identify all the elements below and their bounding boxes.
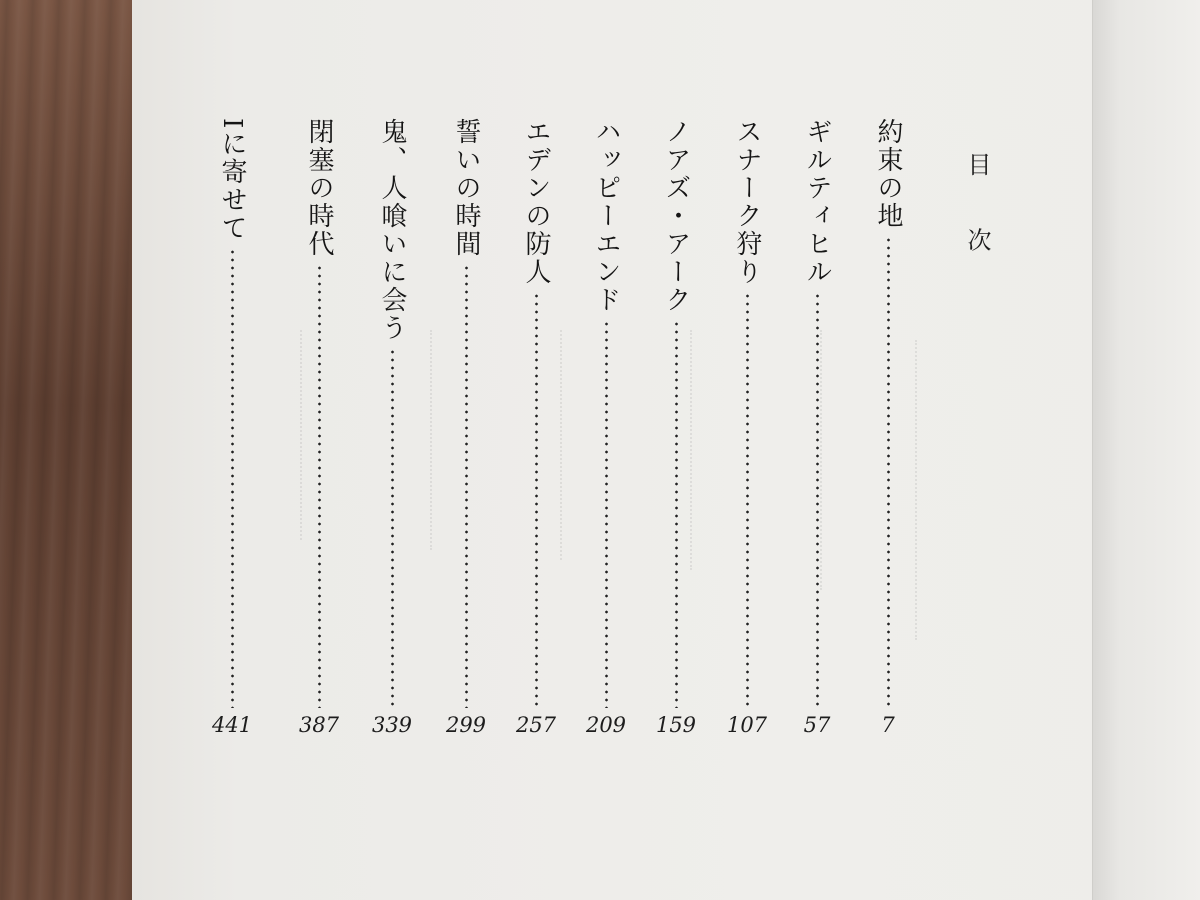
show-through-mark <box>560 330 562 560</box>
dot-leader <box>887 236 890 708</box>
toc-entry-page: 339 <box>371 713 413 737</box>
toc-entry <box>797 118 837 737</box>
toc-entry-title: 閉塞の時代 <box>304 118 334 258</box>
wooden-table-background <box>0 0 132 900</box>
toc-entry-title: ギルティヒル <box>802 118 832 286</box>
dot-leader <box>535 292 538 708</box>
toc-entry-title: ノアズ・アーク <box>661 118 691 314</box>
toc-entry-page: 387 <box>298 713 340 737</box>
toc-entry <box>726 118 768 737</box>
dot-leader <box>465 264 468 708</box>
toc-entry <box>298 118 340 737</box>
toc-entry-page: 159 <box>655 713 697 737</box>
toc-entry-title: スナーク狩り <box>732 118 762 286</box>
toc-entry-title: 約束の地 <box>873 118 903 230</box>
toc-entry <box>868 118 908 737</box>
toc-entry-title: 誓いの時間 <box>451 118 481 258</box>
adjacent-page-edge <box>1092 0 1200 900</box>
toc-entry <box>655 118 697 737</box>
toc-entry-page: 257 <box>515 713 557 737</box>
toc-entry <box>515 118 557 737</box>
toc-entry-page: 57 <box>803 713 831 737</box>
dot-leader <box>231 248 234 708</box>
toc-entry-title: 鬼、人喰いに会う <box>377 118 407 342</box>
toc-entry-page: 299 <box>445 713 487 737</box>
toc-entry <box>371 118 413 737</box>
dot-leader <box>816 292 819 708</box>
dot-leader <box>318 264 321 708</box>
toc-entry <box>585 118 627 737</box>
toc-entry-title: Iに寄せて <box>217 118 247 243</box>
toc-entry-page: 107 <box>726 713 768 737</box>
dot-leader <box>675 320 678 708</box>
show-through-mark <box>915 340 917 640</box>
toc-entry-page: 441 <box>211 713 253 737</box>
toc-entry-page: 209 <box>585 713 627 737</box>
toc-title: 目 次 <box>963 152 991 274</box>
show-through-mark <box>430 330 432 550</box>
toc-entry-title: ハッピーエンド <box>591 118 621 314</box>
dot-leader <box>746 292 749 708</box>
toc-entry-title: エデンの防人 <box>521 118 551 286</box>
toc-entry <box>445 118 487 737</box>
toc-entry-page: 7 <box>881 713 895 737</box>
dot-leader <box>391 348 394 708</box>
dot-leader <box>605 320 608 708</box>
toc-entry <box>211 118 253 737</box>
